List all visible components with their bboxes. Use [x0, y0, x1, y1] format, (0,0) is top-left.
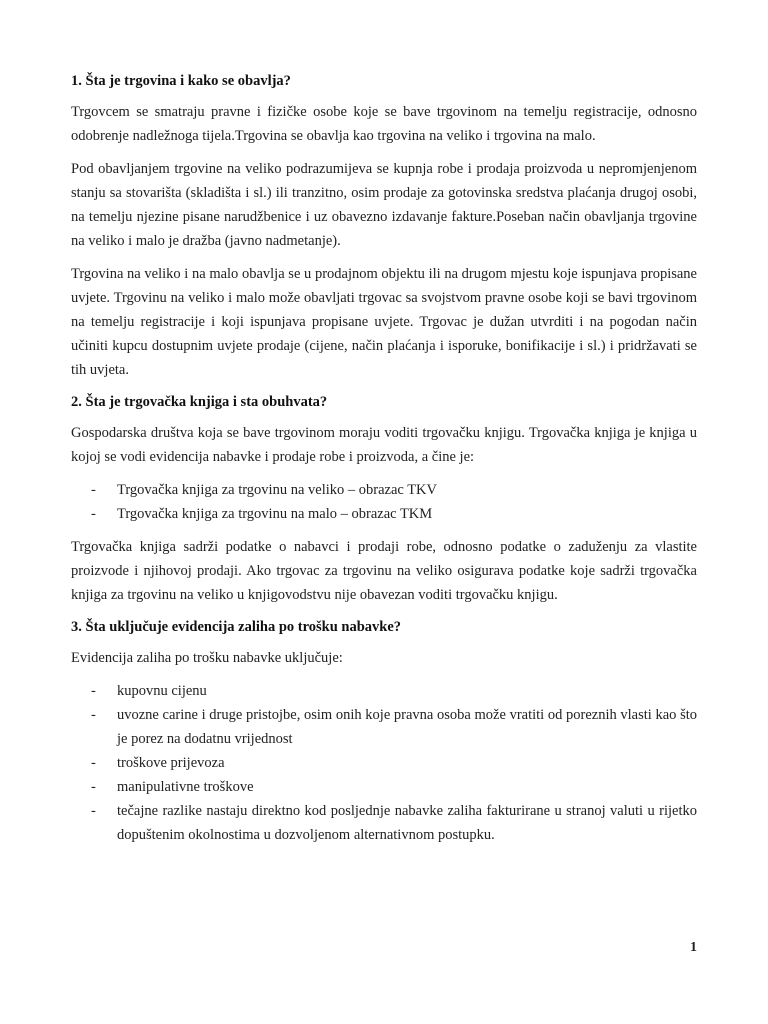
- list-dash: -: [91, 707, 96, 723]
- section-2-list: [71, 478, 697, 526]
- section-1-heading: 1. Šta je trgovina i kako se obavlja?: [71, 73, 291, 89]
- list-item: [71, 502, 697, 526]
- section-1-paragraph-2: Pod obavljanjem trgovine na veliko podrazumijeva se kupnja robe i prodaja proizvoda u nepromjenjenom stanju sa stovarišta (skladišta i sl.) ili tranzitno, osim prodaje za gotovinska sredstva plaćanja drugoj osobi, na temelju njezine pisane narudžbenice i uz obavezno izdavanje fakture.Poseban način obavljanja trgovine na veliko i malo je dražba (javno nadmetanje).: [71, 161, 697, 249]
- list-item-text: Trgovačka knjiga za trgovinu na malo – obrazac TKM: [117, 506, 433, 522]
- list-item: [71, 799, 697, 847]
- list-item-text: kupovnu cijenu: [117, 683, 207, 699]
- section-3-list: [71, 679, 697, 847]
- section-3: [71, 616, 697, 847]
- page-number: 1: [690, 940, 697, 955]
- list-item: [71, 775, 697, 799]
- section-1: [71, 70, 697, 382]
- list-item-text: uvozne carine i druge pristojbe, osim onih koje pravna osoba može vratiti od poreznih vlasti kao što je porez na dodatnu vrijednost: [117, 707, 697, 747]
- section-1-paragraph-1: Trgovcem se smatraju pravne i fizičke osobe koje se bave trgovinom na temelju registracije, odnosno odobrenje nadležnoga tijela.Trgovina se obavlja kao trgovina na veliko i trgovina na malo.: [71, 104, 697, 144]
- list-item-text: tečajne razlike nastaju direktno kod posljednje nabavke zaliha fakturirane u stranoj valuti u rijetko dopuštenim okolnostima u dozvoljenom alternativnom postupku.: [117, 803, 697, 843]
- section-2-outro: Trgovačka knjiga sadrži podatke o nabavci i prodaji robe, odnosno podatke o zaduženju za vlastite proizvode i njihovoj prodaji. Ako trgovac za trgovinu na veliko osigurava podatke koje sadrži trgovačka knjiga za trgovinu na veliko u knjigovodstvu nije obavezan voditi trgovačku knjigu.: [71, 539, 697, 603]
- list-dash: -: [91, 779, 96, 795]
- list-item-text: manipulativne troškove: [117, 779, 254, 795]
- list-item: [71, 679, 697, 703]
- section-3-intro: Evidencija zaliha po trošku nabavke uključuje:: [71, 650, 343, 666]
- section-1-paragraph-3: Trgovina na veliko i na malo obavlja se u prodajnom objektu ili na drugom mjestu koje ispunjava propisane uvjete. Trgovinu na veliko i malo može obavljati trgovac sa svojstvom pravne osobe koji se bavi trgovinom na temelju registracije i koji ispunjava propisane uvjete. Trgovac je dužan utvrditi i na pogodan način učiniti kupcu dostupnim uvjete prodaje (cijene, način plaćanja i isporuke, bonifikacije i sl.) i pridržavati se tih uvjeta.: [71, 266, 697, 378]
- list-dash: -: [91, 803, 96, 819]
- list-dash: -: [91, 506, 96, 522]
- list-dash: -: [91, 683, 96, 699]
- section-2-intro: Gospodarska društva koja se bave trgovinom moraju voditi trgovačku knjigu. Trgovačka knjiga je knjiga u kojoj se vodi evidencija nabavke i prodaje robe i proizvoda, a čine je:: [71, 425, 697, 465]
- section-2: [71, 391, 697, 607]
- list-item: [71, 703, 697, 751]
- section-3-heading: 3. Šta uključuje evidencija zaliha po trošku nabavke?: [71, 619, 402, 635]
- list-dash: -: [91, 482, 96, 498]
- list-item-text: troškove prijevoza: [117, 755, 225, 771]
- section-2-heading: 2. Šta je trgovačka knjiga i sta obuhvata?: [71, 394, 328, 410]
- list-item: [71, 751, 697, 775]
- list-item-text: Trgovačka knjiga za trgovinu na veliko – obrazac TKV: [117, 482, 437, 498]
- list-dash: -: [91, 755, 96, 771]
- list-item: [71, 478, 697, 502]
